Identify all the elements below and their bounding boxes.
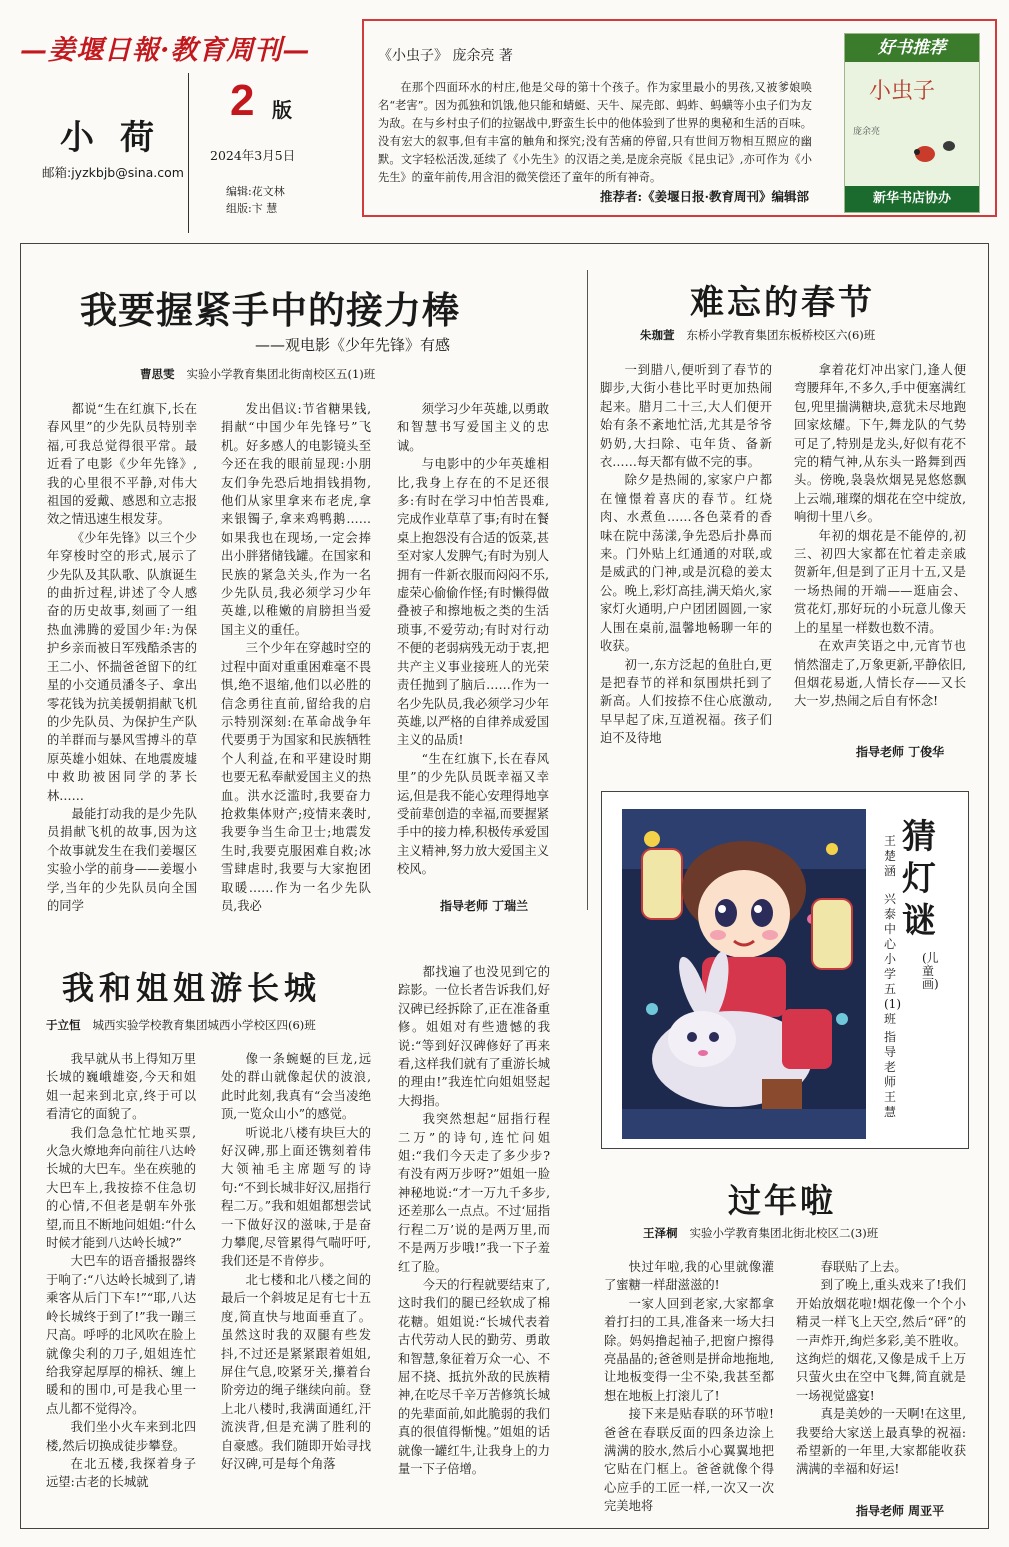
email: 邮箱:jyzkbjb@sina.com bbox=[42, 165, 184, 180]
article-col bbox=[46, 1050, 196, 1492]
girl-rabbit-lantern-illustration bbox=[622, 809, 866, 1139]
book-blurb: 在那个四面环水的村庄,他是父母的第十个孩子。作为家里最小的男孩,又被爹娘唤名“老害”。因为孤独和饥饿,他只能和蜻蜓、天牛、屎壳郎、蚂蚱、蚂蟥等小虫子们为友为敌。在与乡村虫子们的拉锯战中,野蛮生长中的他体验到了世界的奥秘和生活的百味。没有宏大的叙事,但有丰富的触角和探究;没有苦痛的停留,只有世间万物相互照应的幽默。文字轻松活泼,延续了《小先生》的汉语之美,是庞余亮版《昆虫记》,亦可作为《小先生》的童年前传,用含泪的微笑偿还了童年的所有神奇。 bbox=[378, 81, 812, 184]
badge: 好书推荐 bbox=[845, 34, 979, 62]
byline bbox=[643, 1225, 878, 1241]
article-col bbox=[221, 400, 371, 915]
paragraph: 一家人回到老家,大家都拿着打扫的工具,准备来一场大扫除。妈妈撸起袖子,把窗户擦得亮晶晶的;爸爸则是拼命地拖地,让地板变得一尘不染,我甚至都想在地板上打滚儿了! bbox=[604, 1296, 774, 1403]
paragraph: 与电影中的少年英雄相比,我身上存在的不足还很多:有时在学习中怕苦畏难,完成作业草草了事;有时在餐桌上抱怨没有合适的饭菜,甚至对家人发脾气;有时为别人拥有一件新衣服而闷闷不乐,虚荣心偷偷作怪;有时懒得做叠被子和擦地板之类的生活琐事,不爱劳动;有时对行动不便的老弱病残无动于衷,把共产主义事业接班人的光荣责任抛到了脑后……作为一名少先队员,我必须学习少年英雄,以严格的自律养成爱国主义的品质! bbox=[397, 457, 549, 748]
author: 王泽桐 bbox=[643, 1226, 678, 1240]
painting-author: 王楚涵 bbox=[884, 834, 897, 878]
school: 实验小学教育集团北街南校区五(1)班 bbox=[186, 367, 376, 381]
page-number: 2 bbox=[230, 76, 255, 125]
painting-image bbox=[622, 809, 866, 1139]
paragraph: 春联贴了上去。 bbox=[820, 1260, 907, 1274]
article-title: 难忘的春节 bbox=[690, 283, 875, 323]
article-col bbox=[398, 963, 550, 1478]
paragraph: 听说北八楼有块巨大的好汉碑,那上面还镌刻着伟大领袖毛主席题写的诗句:“不到长城非好汉,屈指行程二万。”我和姐姐都想尝试一下做好汉的滋味,于是奋力攀爬,尽管累得气喘吁吁,我们还是不肯停步。 bbox=[221, 1125, 371, 1269]
author: 曹思雯 bbox=[140, 367, 175, 381]
paragraph: 年初的烟花是不能停的,初三、初四大家都在忙着走亲戚贺新年,但是到了正月十五,又是一场热闹的开端——逛庙会、赏花灯,那好玩的小玩意儿像天上的星星一样数也数不清。 bbox=[794, 528, 966, 635]
book-recommendation bbox=[362, 19, 997, 217]
article-title: 我要握紧手中的接力棒 bbox=[80, 289, 460, 332]
shop: 新华书店协办 bbox=[845, 186, 979, 212]
masthead bbox=[20, 18, 350, 218]
article-col bbox=[600, 361, 772, 748]
recommender: 推荐者:《姜堰日报·教育周刊》编辑部 bbox=[600, 189, 809, 204]
article-title: 过年啦 bbox=[728, 1181, 836, 1220]
issue-date: 2024年3月5日 bbox=[210, 148, 296, 163]
paragraph: 大巴车的语音播报器终于响了:“八达岭长城到了,请乘客从后门下车!”“耶,八达岭长城终于到了!”我一蹦三尺高。呼呼的北风吹在脸上就像尖利的刀子,姐姐连忙给我穿起厚厚的棉袄、缠上暖和的围巾,可是我心里一点儿都不觉得冷。 bbox=[46, 1254, 196, 1416]
editor: 编辑:花文林 bbox=[226, 185, 285, 198]
column-name: 小荷 bbox=[60, 118, 180, 158]
book-cover-title: 小虫子 bbox=[869, 79, 936, 104]
paragraph: 快过年啦,我的心里就像灌了蜜糖一样甜滋滋的! bbox=[604, 1260, 774, 1293]
paragraph: 一到腊八,便听到了春节的脚步,大街小巷比平时更加热闹起来。腊月二十三,大人们便开始有条不紊地忙活,尤其是爷爷奶奶,大扫除、屯年货、备新衣……每天都有做不完的事。 bbox=[600, 363, 772, 470]
paragraph: 北七楼和北八楼之间的最后一个斜坡足足有七十五度,简直快与地面垂直了。虽然这时我的双腿有些发抖,不过还是紧紧跟着姐姐,屏住气息,咬紧牙关,攥着台阶旁边的绳子继续向前。登上北八楼时,我满面通红,汗流浃背,但是充满了胜利的自豪感。我们随即开始寻找好汉碑,可是每个角落 bbox=[221, 1272, 371, 1471]
column-divider bbox=[587, 270, 588, 910]
paragraph: 像一条蜿蜒的巨龙,远处的群山就像起伏的波浪,此时此刻,我真有“会当凌绝顶,一览众山小”的感觉。 bbox=[221, 1052, 371, 1122]
paragraph: 都找遍了也没见到它的踪影。一位长者告诉我们,好汉碑已经拆除了,正在准备重修。姐姐对有些遗憾的我说:“等到好汉碑修好了再来看,这样我们就有了重游长城的理由!”我连忙向姐姐竖起大拇指。 bbox=[398, 965, 550, 1108]
teacher: 指导老师 丁瑞兰 bbox=[440, 899, 529, 913]
layout-editor: 组版:卞 慧 bbox=[226, 202, 278, 215]
painting-type: (儿童画) bbox=[922, 951, 939, 991]
paragraph: 除夕是热闹的,家家户户都在憧憬着喜庆的春节。红烧肉、水煮鱼……各色菜肴的香味在院中荡漾,争先恐后扑鼻而来。门外贴上红通通的对联,或是威武的门神,或是沉稳的姜太公。晚上,彩灯高挂,满天焰火,家家灯火通明,户户团团圆圆,一家人围在桌前,温馨地畅聊一年的收获。 bbox=[600, 473, 772, 654]
article-col bbox=[796, 1258, 966, 1479]
school: 实验小学教育集团北街北校区二(3)班 bbox=[689, 1226, 879, 1240]
author: 朱珈萱 bbox=[640, 328, 675, 342]
paragraph: 都说“生在红旗下,长在春风里”的少先队员特别幸福,可我总觉得很平常。最近看了电影《少年先锋》,我的心里很不平静,对伟大祖国的爱戴、感恩和立志报效之情迅速生根发芽。 bbox=[47, 402, 197, 527]
byline bbox=[46, 1017, 316, 1033]
article-col bbox=[221, 1050, 371, 1473]
painting-teacher: 指导老师 王慧 bbox=[884, 1030, 897, 1119]
school: 东桥小学教育集团东板桥校区六(6)班 bbox=[686, 328, 876, 342]
paragraph: 到了晚上,重头戏来了!我们开始放烟花啦!烟花像一个个小精灵一样飞上天空,然后“砰”的一声炸开,绚烂多彩,美不胜收。这绚烂的烟花,又像是成千上万只萤火虫在空中飞舞,简直就是一场视觉盛宴! bbox=[796, 1278, 966, 1403]
byline bbox=[640, 327, 875, 343]
paragraph: 初一,东方泛起的鱼肚白,更是把春节的祥和氛围烘托到了新高。人们按捺不住心底激动,早早起了床,互道祝福。孩子们迫不及待地 bbox=[600, 657, 772, 746]
paragraph: 真是美妙的一天啊!在这里,我要给大家送上最真挚的祝福:希望新的一年里,大家都能收获满满的幸福和好运! bbox=[796, 1407, 966, 1477]
painting-title: 猜灯谜 bbox=[902, 817, 936, 941]
paragraph: 须学习少年英雄,以勇敢和智慧书写爱国主义的忠诚。 bbox=[397, 402, 549, 453]
painting-school: 兴泰中心小学五(1)班 bbox=[884, 892, 901, 1026]
paper-name: —姜堰日報·教育周刊— bbox=[20, 35, 311, 66]
paragraph: 我们急急忙忙地买票,火急火燎地奔向前往八达岭长城的大巴车。坐在疾驰的大巴车上,我按捺不住急切的心情,不但老是朝车外张望,而且不断地问姐姐:“什么时候才能到八达岭长城?” bbox=[46, 1125, 196, 1251]
article-col bbox=[47, 400, 197, 915]
paragraph: 拿着花灯冲出家门,逢人便弯腰拜年,不多久,手中便塞满红包,兜里揣满糖块,意犹未尽地跑回家炫耀。下午,舞龙队的气势可足了,特别是龙头,好似有花不完的精气神,从东头一路舞到西头。傍晚,袅袅炊烟晃晃悠悠飘上云端,璀璨的烟花在空中绽放,响彻十里八乡。 bbox=[794, 363, 966, 525]
paragraph: 《少年先锋》以三个少年穿梭时空的形式,展示了少先队及其队歌、队旗诞生的曲折过程,讲述了令人感奋的历史故事,刻画了一组热血沸腾的爱国少年:为保护乡亲而被日军残酷杀害的王二小、怀揣爸爸留下的红星的小交通员潘冬子、拿出零花钱为抗美援朝捐献飞机的少先队员、为保护生产队的羊群而与暴风雪搏斗的草原英雄小姐妹、在地震废墟中救助被困同学的茅长林…… bbox=[47, 530, 197, 803]
teacher: 指导老师 周亚平 bbox=[856, 1504, 945, 1518]
ladybug-icon bbox=[905, 134, 965, 174]
paragraph: 我早就从书上得知万里长城的巍峨雄姿,今天和姐姐一起来到北京,终于可以看清它的面貌了。 bbox=[46, 1052, 196, 1122]
paragraph: 发出倡议:节省糖果钱,捐献“中国少年先锋号”飞机。好多感人的电影镜头至今还在我的眼前显现:小朋友们争先恐后地捐钱捐物,他们从家里拿来布老虎,拿来银镯子,拿来鸡鸭鹅……如果我也在现场,一定会捧出小胖猪储钱罐。在国家和民族的紧急关头,作为一名少先队员,我必须学习少年英雄,以稚嫩的肩膀担当爱国主义的重任。 bbox=[221, 402, 371, 637]
book-cover-author: 庞余亮 bbox=[853, 127, 881, 137]
byline bbox=[140, 366, 375, 382]
article-col bbox=[604, 1258, 774, 1516]
article-title: 我和姐姐游长城 bbox=[62, 969, 322, 1007]
paragraph: 在北五楼,我探着身子远望:古老的长城就 bbox=[46, 1456, 196, 1490]
page-label: 版 bbox=[272, 98, 292, 122]
paragraph: “生在红旗下,长在春风里”的少先队员既幸福又幸运,但是我不能心安理得地享受前辈创造的幸福,而要握紧手中的接力棒,积极传承爱国主义精神,努力放大爱国主义校风。 bbox=[397, 751, 549, 877]
paragraph: 我们坐小火车来到北四楼,然后切换成徒步攀登。 bbox=[46, 1420, 196, 1453]
paragraph: 最能打动我的是少先队员捐献飞机的故事,因为这个故事就发生在我们姜堰区实验小学的前身——姜堰小学,当年的少先队员向全国的同学 bbox=[47, 806, 197, 913]
article-col bbox=[397, 400, 549, 879]
book-cover bbox=[844, 33, 980, 213]
article-col bbox=[794, 361, 966, 711]
paragraph: 在欢声笑语之中,元宵节也悄然溜走了,万象更新,平静依旧,但烟花易逝,人情长存——又长大一岁,热闹之后自有怀念! bbox=[794, 639, 966, 709]
divider bbox=[188, 73, 189, 233]
teacher: 指导老师 丁俊华 bbox=[856, 745, 945, 759]
paragraph: 三个少年在穿越时空的过程中面对重重困难毫不畏惧,绝不退缩,他们以必胜的信念勇往直前,留给我的启示特别深刻:在革命战争年代要勇于为国家和民族牺牲个人利益,在和平建设时期也要无私奉献爱国主义的热血。洪水泛滥时,我要奋力抢救集体财产;疫情来袭时,我要争当生命卫士;地震发生时,我要克服困难自救;冰雪肆虐时,我要与大家抱团取暖……作为一名少先队员,我必 bbox=[221, 641, 371, 913]
author: 于立恒 bbox=[46, 1018, 81, 1032]
paragraph: 今天的行程就要结束了,这时我们的腿已经软成了棉花糖。姐姐说:“长城代表着古代劳动人民的勤劳、勇敢和智慧,象征着万众一心、不屈不挠、抵抗外敌的民族精神,在吃尽千辛万苦修筑长城的先辈面前,如此脆弱的我们真的很值得惭愧。”姐姐的话就像一罐红牛,让我身上的力量一下子倍增。 bbox=[398, 1277, 550, 1476]
paragraph: 我突然想起“屈指行程二万”的诗句,连忙问姐姐:“我们今天走了多少步?有没有两万步呀?”姐姐一脸神秘地说:“才一万九千多步,还差那么一点点。不过‘屈指行程二万’说的是两万里,而不是两万步哦!”我一下子羞红了脸。 bbox=[398, 1112, 550, 1274]
book-line: 《小虫子》 庞余亮 著 bbox=[378, 48, 513, 64]
article-subtitle: ——观电影《少年先锋》有感 bbox=[255, 336, 451, 354]
paragraph: 接下来是贴春联的环节啦!爸爸在春联反面的四条边涂上满满的胶水,然后小心翼翼地把它贴在门框上。爸爸就像个得心应手的工匠一样,一次又一次完美地将 bbox=[604, 1407, 774, 1514]
children-painting bbox=[601, 791, 969, 1149]
editor-info bbox=[226, 183, 285, 217]
school: 城西实验学校教育集团城西小学校区四(6)班 bbox=[92, 1018, 316, 1032]
